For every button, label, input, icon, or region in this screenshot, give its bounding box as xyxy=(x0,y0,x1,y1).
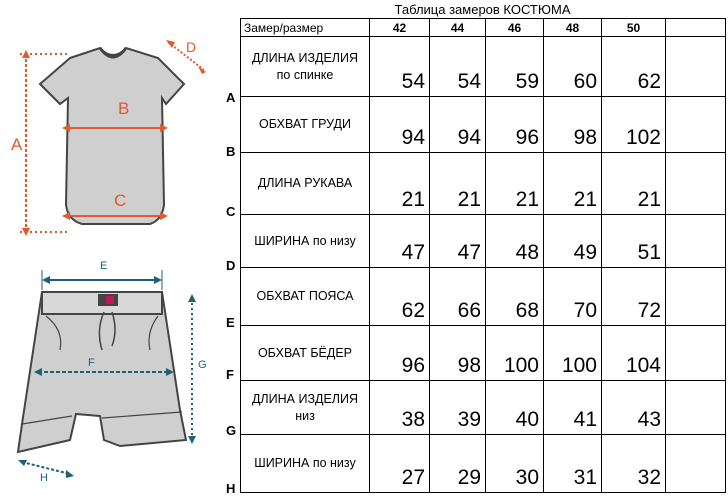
row-letter-e: E xyxy=(226,315,235,330)
value-cell: 68 xyxy=(486,268,544,326)
empty-cell xyxy=(666,381,726,435)
value-cell: 54 xyxy=(430,37,486,97)
label-c: C xyxy=(114,191,127,210)
value-cell: 94 xyxy=(430,97,486,153)
table-row xyxy=(241,268,726,326)
value-cell: 21 xyxy=(544,153,602,215)
value-cell: 21 xyxy=(430,153,486,215)
measurement-label-line1: ШИРИНА по низу xyxy=(254,456,356,470)
value-cell: 72 xyxy=(602,268,666,326)
empty-cell xyxy=(666,97,726,153)
table-row xyxy=(241,37,726,97)
value-cell: 98 xyxy=(544,97,602,153)
value-cell: 104 xyxy=(602,326,666,381)
measurement-label xyxy=(241,381,370,435)
empty-cell xyxy=(666,326,726,381)
empty-cell xyxy=(666,268,726,326)
value-cell: 48 xyxy=(486,215,544,268)
measurement-label-line1: ДЛИНА ИЗДЕЛИЯ xyxy=(251,50,359,65)
value-cell: 29 xyxy=(430,435,486,493)
size-header: 48 xyxy=(544,19,602,37)
value-cell: 51 xyxy=(602,215,666,268)
value-cell: 100 xyxy=(486,326,544,381)
value-cell: 30 xyxy=(486,435,544,493)
table-row xyxy=(241,153,726,215)
value-cell: 21 xyxy=(602,153,666,215)
value-cell: 94 xyxy=(370,97,430,153)
tshirt-illustration xyxy=(40,48,184,224)
table-row xyxy=(241,326,726,381)
value-cell: 21 xyxy=(486,153,544,215)
value-cell: 41 xyxy=(544,381,602,435)
value-cell: 38 xyxy=(370,381,430,435)
value-cell: 96 xyxy=(486,97,544,153)
row-letter-g: G xyxy=(226,423,237,438)
value-cell: 54 xyxy=(370,37,430,97)
value-cell: 62 xyxy=(370,268,430,326)
label-e: E xyxy=(100,260,108,272)
empty-cell xyxy=(666,37,726,97)
size-table xyxy=(240,18,726,493)
measurement-label-line1: ОБХВАТ ПОЯСА xyxy=(256,289,354,303)
value-cell: 66 xyxy=(430,268,486,326)
measurement-label-line1: ДЛИНА РУКАВА xyxy=(257,176,353,190)
row-letter-b: B xyxy=(226,144,236,159)
row-letter-f: F xyxy=(226,367,234,382)
label-b: B xyxy=(118,99,130,118)
row-letter-d: D xyxy=(226,258,236,273)
value-cell: 40 xyxy=(486,381,544,435)
label-f: F xyxy=(88,357,95,369)
value-cell: 98 xyxy=(430,326,486,381)
empty-cell xyxy=(666,153,726,215)
value-cell: 96 xyxy=(370,326,430,381)
table-header-row xyxy=(241,19,726,37)
row-letter-h: H xyxy=(226,481,236,496)
value-cell: 27 xyxy=(370,435,430,493)
garment-illustrations xyxy=(0,0,240,503)
value-cell: 39 xyxy=(430,381,486,435)
value-cell: 47 xyxy=(430,215,486,268)
table-row xyxy=(241,381,726,435)
measurement-label-line2: по спинке xyxy=(276,67,334,82)
value-cell: 47 xyxy=(370,215,430,268)
row-letter-a: A xyxy=(226,90,236,105)
label-h: H xyxy=(40,472,48,484)
size-header: 50 xyxy=(602,19,666,37)
value-cell: 59 xyxy=(486,37,544,97)
measurement-label-line1: ОБХВАТ ГРУДИ xyxy=(258,117,352,131)
measurement-label-line1: ДЛИНА ИЗДЕЛИЯ xyxy=(251,391,359,406)
measurement-label-line1: ШИРИНА по низу xyxy=(254,233,356,248)
measurement-label xyxy=(241,268,370,326)
measurement-label-line1: ОБХВАТ БЁДЕР xyxy=(257,345,353,360)
size-header: 42 xyxy=(370,19,430,37)
measurement-label xyxy=(241,326,370,381)
value-cell: 21 xyxy=(370,153,430,215)
table-row xyxy=(241,97,726,153)
value-cell: 62 xyxy=(602,37,666,97)
measurement-label-line2: низ xyxy=(295,408,315,423)
empty-cell xyxy=(666,215,726,268)
label-d: D xyxy=(186,39,197,55)
value-cell: 60 xyxy=(544,37,602,97)
header-label: Замер/размер xyxy=(241,19,370,37)
label-a: A xyxy=(11,135,23,154)
row-letter-c: C xyxy=(226,204,236,219)
value-cell: 70 xyxy=(544,268,602,326)
value-cell: 32 xyxy=(602,435,666,493)
table-row xyxy=(241,215,726,268)
measurement-label xyxy=(241,37,370,97)
measurement-label xyxy=(241,215,370,268)
value-cell: 100 xyxy=(544,326,602,381)
empty-header-cell xyxy=(666,19,726,37)
size-header: 46 xyxy=(486,19,544,37)
empty-cell xyxy=(666,435,726,493)
value-cell: 49 xyxy=(544,215,602,268)
measurement-label xyxy=(241,435,370,493)
measurement-label xyxy=(241,97,370,153)
value-cell: 43 xyxy=(602,381,666,435)
value-cell: 102 xyxy=(602,97,666,153)
value-cell: 31 xyxy=(544,435,602,493)
measurement-label xyxy=(241,153,370,215)
label-g: G xyxy=(198,359,207,371)
size-header: 44 xyxy=(430,19,486,37)
table-title: Таблица замеров КОСТЮМА xyxy=(394,2,571,17)
table-row xyxy=(241,435,726,493)
